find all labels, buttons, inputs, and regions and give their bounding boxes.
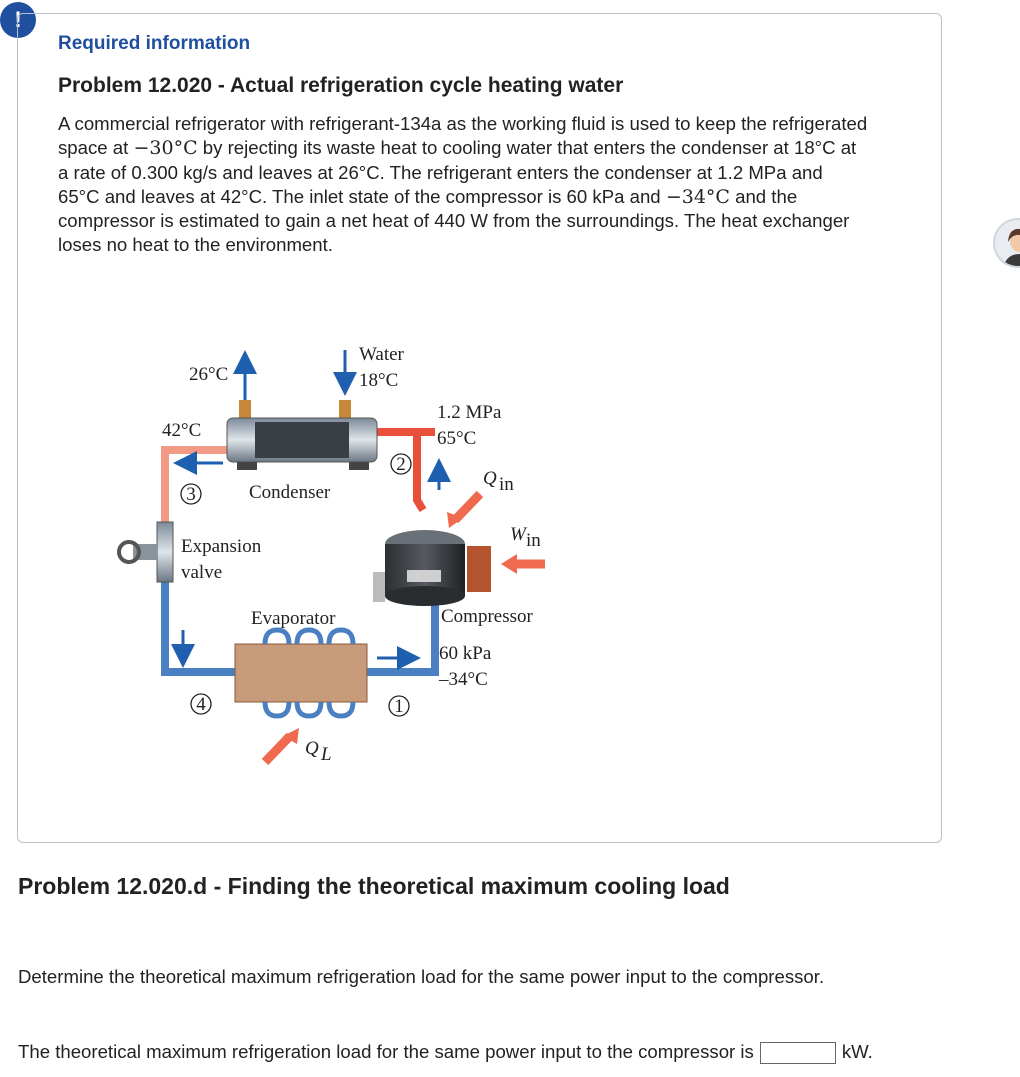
math-inlet-temp: −34°C <box>665 185 730 208</box>
answer-unit: kW. <box>841 1041 873 1062</box>
q-in-symbol: Q <box>483 468 497 489</box>
svg-text:3: 3 <box>186 484 196 505</box>
state-marker-2 <box>391 454 411 475</box>
condenser-inlet-nozzle <box>339 400 351 418</box>
condenser-core <box>255 422 349 458</box>
state-marker-3 <box>181 484 201 505</box>
comp-inlet-pressure: 60 kPa <box>439 643 492 664</box>
statement-part-3: and the compressor is estimated to gain a net heat of 440 W from the surroundings. The heat exchanger loses no heat to the environment. <box>58 185 850 256</box>
w-in-symbol: W <box>510 524 526 545</box>
cold-pipe-left <box>165 582 235 672</box>
answer-input[interactable] <box>760 1042 836 1064</box>
statement-part-2: by rejecting its waste heat to cooling water that enters the condenser at 18°C at a rate of 0.300 kg/s and leaves at 26°C. The refrigerant enters the condenser at 1.2 MPa and 65°C and leaves at 42°C. The inlet state of the compressor is 60 kPa and <box>58 137 857 207</box>
expansion-label-1: Expansion <box>181 536 262 557</box>
part-title: Problem 12.020.d - Finding the theoretical maximum cooling load <box>18 873 730 899</box>
expansion-valve-body <box>157 522 173 582</box>
compressor-label: Compressor <box>441 606 533 627</box>
avatar[interactable] <box>993 218 1020 268</box>
evaporator-label: Evaporator <box>251 608 336 629</box>
q-l-subscript: L <box>321 744 332 765</box>
problem-statement <box>58 112 868 258</box>
condenser-exit-temp: 42°C <box>162 420 202 441</box>
q-in-arrow <box>455 494 480 520</box>
water-label: Water <box>359 344 404 365</box>
question-text: Determine the theoretical maximum refrigeration load for the same power input to the compressor. <box>18 966 825 987</box>
evaporator-body <box>235 644 367 702</box>
problem-title: Problem 12.020 - Actual refrigeration cycle heating water <box>58 74 624 97</box>
svg-text:4: 4 <box>196 694 206 715</box>
comp-inlet-temp: –34°C <box>439 669 488 690</box>
hot-pipe <box>165 450 233 522</box>
state-marker-4 <box>191 694 211 715</box>
answer-row <box>18 1041 873 1064</box>
state-marker-1 <box>389 696 409 717</box>
refrigeration-cycle-diagram <box>105 322 565 792</box>
answer-prefix: The theoretical maximum refrigeration load for the same power input to the compressor is <box>18 1041 754 1062</box>
inlet-pressure: 1.2 MPa <box>437 402 502 423</box>
alert-icon: ! <box>0 2 36 38</box>
expansion-label-2: valve <box>181 562 223 583</box>
statement-part-1: A commercial refrigerator with refrigerant-134a as the working fluid is used to keep the refrigerated space at <box>58 113 868 159</box>
svg-text:2: 2 <box>396 454 406 475</box>
compressor-relay <box>467 546 491 592</box>
q-l-arrow <box>265 736 290 762</box>
water-in-temp: 18°C <box>359 370 399 391</box>
svg-text:1: 1 <box>394 696 404 717</box>
w-in-subscript: in <box>526 530 541 551</box>
q-in-subscript: in <box>499 474 514 495</box>
condenser-outlet-nozzle <box>239 400 251 418</box>
math-space-temp: −30°C <box>133 137 198 160</box>
condenser-label: Condenser <box>249 482 331 503</box>
required-info-heading: Required information <box>58 33 251 54</box>
q-l-symbol: Q <box>305 738 319 759</box>
water-out-temp: 26°C <box>189 364 229 385</box>
inlet-temp: 65°C <box>437 428 477 449</box>
